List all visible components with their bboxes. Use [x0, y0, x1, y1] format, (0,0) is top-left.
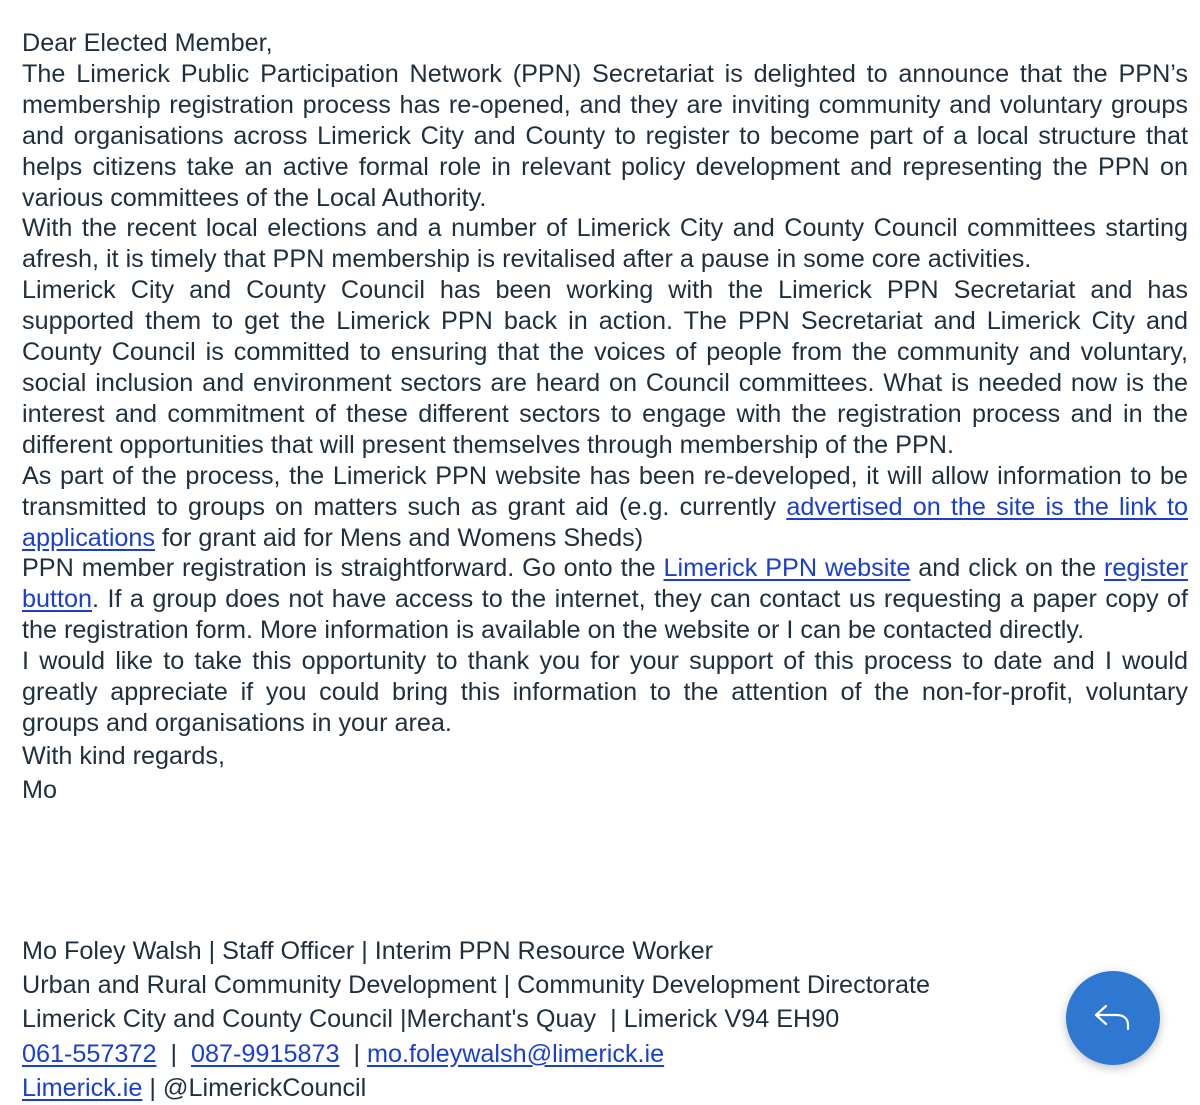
closing: With kind regards,	[22, 741, 225, 770]
phone-link-landline[interactable]: 061-557372	[22, 1039, 157, 1068]
grant-applications-link[interactable]: advertised on the site is the link to applications	[22, 492, 1188, 552]
paragraph-registration-text-mid: and click on the	[910, 554, 1104, 583]
paragraph-council-support: Limerick City and County Council has been working with the Limerick PPN Secretariat and has supported them to get the Limerick PPN back in action. The PPN Secretariat and Limerick City and County Council is committed to ensuring that the voices of people from the community and voluntary, social inclusion and environment sectors are heard on Council committees. What is needed now is the interest and commitment of these different sectors to engage with the registration process and in the different opportunities that will present themselves through membership of the PPN.	[22, 276, 1188, 459]
paragraph-website-text: As part of the process, the Limerick PPN website has been re-developed, it will allow information to be transmitted to groups on matters such as grant aid (e.g. currently	[22, 461, 1188, 521]
website-link[interactable]: Limerick.ie	[22, 1073, 143, 1102]
register-button-link[interactable]: register button	[22, 554, 1188, 614]
reply-arrow-icon	[1093, 1003, 1133, 1033]
contact-separator: |	[339, 1039, 368, 1068]
phone-link-mobile[interactable]: 087-9915873	[191, 1039, 340, 1068]
email-signature	[22, 934, 930, 1105]
signoff-name: Mo	[22, 775, 57, 804]
paragraph-website	[22, 461, 1188, 554]
limerick-ppn-website-link[interactable]: Limerick PPN website	[663, 554, 911, 583]
signature-department: Urban and Rural Community Development | Community Development Directorate	[22, 971, 931, 1000]
email-link[interactable]: mo.foleywalsh@limerick.ie	[367, 1039, 665, 1068]
twitter-handle: | @LimerickCouncil	[142, 1073, 367, 1102]
paragraph-website-text-end: for grant aid for Mens and Womens Sheds)	[155, 523, 644, 552]
greeting: Dear Elected Member,	[22, 29, 273, 57]
paragraph-registration-text-end: . If a group does not have access to the internet, they can contact us requesting a paper copy of the registration form. More information is available on the website or I can be contacted directly.	[22, 585, 1188, 645]
signature-address: Limerick City and County Council |Merchant's Quay | Limerick V94 EH90	[22, 1005, 840, 1034]
paragraph-registration-text: PPN member registration is straightforward. Go onto the	[22, 554, 664, 583]
email-body	[22, 28, 1188, 807]
paragraph-thanks: I would like to take this opportunity to thank you for your support of this process to date and I would greatly appreciate if you could bring this information to the attention of the non-for-profit, voluntary groups and organisations in your area.	[22, 647, 1188, 737]
paragraph-ppn-announcement: The Limerick Public Participation Network (PPN) Secretariat is delighted to announce that the PPN’s membership registration process has re-opened, and they are inviting community and voluntary groups and organisations across Limerick City and County to register to become part of a local structure that helps citizens take an active formal role in relevant policy development and representing the PPN on various committees of the Local Authority.	[22, 59, 1188, 212]
paragraph-local-elections: With the recent local elections and a number of Limerick City and County Council committees starting afresh, it is timely that PPN membership is revitalised after a pause in some core activities.	[22, 214, 1188, 274]
signature-web	[22, 1071, 930, 1105]
paragraph-registration	[22, 553, 1188, 646]
contact-separator: |	[156, 1039, 192, 1068]
signature-contacts	[22, 1037, 930, 1071]
reply-button[interactable]	[1066, 971, 1160, 1065]
signature-name-title: Mo Foley Walsh | Staff Officer | Interim PPN Resource Worker	[22, 937, 714, 965]
